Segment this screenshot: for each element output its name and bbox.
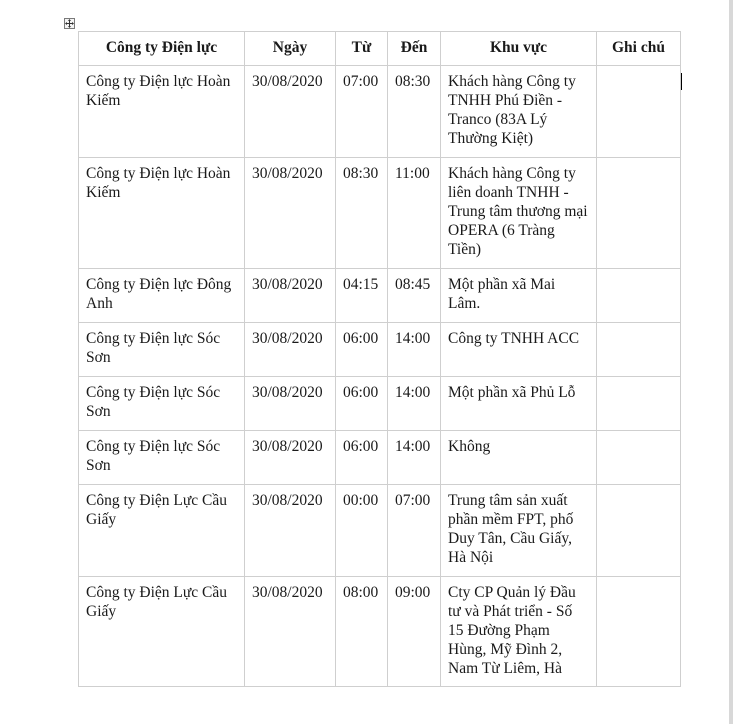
cell-from: 08:00 [336, 577, 388, 687]
header-to: Đến [388, 32, 441, 66]
cell-from: 07:00 [336, 66, 388, 158]
cell-to: 08:30 [388, 66, 441, 158]
cell-to: 11:00 [388, 158, 441, 269]
cell-from: 04:15 [336, 269, 388, 323]
cell-company: Công ty Điện Lực Cầu Giấy [79, 485, 245, 577]
cell-date: 30/08/2020 [245, 323, 336, 377]
table-row [79, 377, 681, 431]
header-from: Từ [336, 32, 388, 66]
cell-area: Cty CP Quản lý Đầu tư và Phát triển - Số 15 Đường Phạm Hùng, Mỹ Đình 2, Nam Từ Liêm, Hà [441, 577, 597, 687]
cell-date: 30/08/2020 [245, 577, 336, 687]
text-cursor [681, 73, 682, 90]
table-move-handle-icon[interactable] [64, 18, 75, 29]
outage-schedule-table [78, 31, 681, 687]
cell-note[interactable] [597, 158, 681, 269]
cell-from: 08:30 [336, 158, 388, 269]
cell-note[interactable] [597, 431, 681, 485]
table-header-row [79, 32, 681, 66]
cell-from: 06:00 [336, 377, 388, 431]
cell-date: 30/08/2020 [245, 66, 336, 158]
cell-area: Một phần xã Phủ Lỗ [441, 377, 597, 431]
table-row [79, 323, 681, 377]
table-row [79, 577, 681, 687]
cell-note[interactable] [597, 66, 681, 158]
cell-date: 30/08/2020 [245, 158, 336, 269]
cell-to: 09:00 [388, 577, 441, 687]
cell-to: 14:00 [388, 377, 441, 431]
table-row [79, 269, 681, 323]
cell-date: 30/08/2020 [245, 431, 336, 485]
page-edge-shadow [729, 0, 733, 724]
header-area: Khu vực [441, 32, 597, 66]
header-date: Ngày [245, 32, 336, 66]
cell-area: Khách hàng Công ty liên doanh TNHH - Trung tâm thương mại OPERA (6 Tràng Tiền) [441, 158, 597, 269]
cell-note[interactable] [597, 485, 681, 577]
cell-company: Công ty Điện lực Hoàn Kiếm [79, 158, 245, 269]
cell-to: 08:45 [388, 269, 441, 323]
cell-note[interactable] [597, 323, 681, 377]
cell-from: 06:00 [336, 431, 388, 485]
cell-to: 14:00 [388, 431, 441, 485]
cell-area: Khách hàng Công ty TNHH Phú Điền - Tranco (83A Lý Thường Kiệt) [441, 66, 597, 158]
cell-from: 00:00 [336, 485, 388, 577]
cell-company: Công ty Điện lực Sóc Sơn [79, 431, 245, 485]
cell-note[interactable] [597, 377, 681, 431]
table-row [79, 158, 681, 269]
cell-from: 06:00 [336, 323, 388, 377]
table-row [79, 431, 681, 485]
cell-company: Công ty Điện Lực Cầu Giấy [79, 577, 245, 687]
cell-area: Trung tâm sản xuất phần mềm FPT, phố Duy Tân, Cầu Giấy, Hà Nội [441, 485, 597, 577]
header-company: Công ty Điện lực [79, 32, 245, 66]
cell-to: 07:00 [388, 485, 441, 577]
cell-note[interactable] [597, 577, 681, 687]
cell-area: Không [441, 431, 597, 485]
cell-company: Công ty Điện lực Đông Anh [79, 269, 245, 323]
table-row [79, 485, 681, 577]
table-row [79, 66, 681, 158]
cell-company: Công ty Điện lực Sóc Sơn [79, 377, 245, 431]
cell-area: Công ty TNHH ACC [441, 323, 597, 377]
cell-date: 30/08/2020 [245, 485, 336, 577]
cell-company: Công ty Điện lực Hoàn Kiếm [79, 66, 245, 158]
cell-note[interactable] [597, 269, 681, 323]
cell-date: 30/08/2020 [245, 269, 336, 323]
cell-date: 30/08/2020 [245, 377, 336, 431]
cell-to: 14:00 [388, 323, 441, 377]
header-note: Ghi chú [597, 32, 681, 66]
cell-area: Một phần xã Mai Lâm. [441, 269, 597, 323]
cell-company: Công ty Điện lực Sóc Sơn [79, 323, 245, 377]
